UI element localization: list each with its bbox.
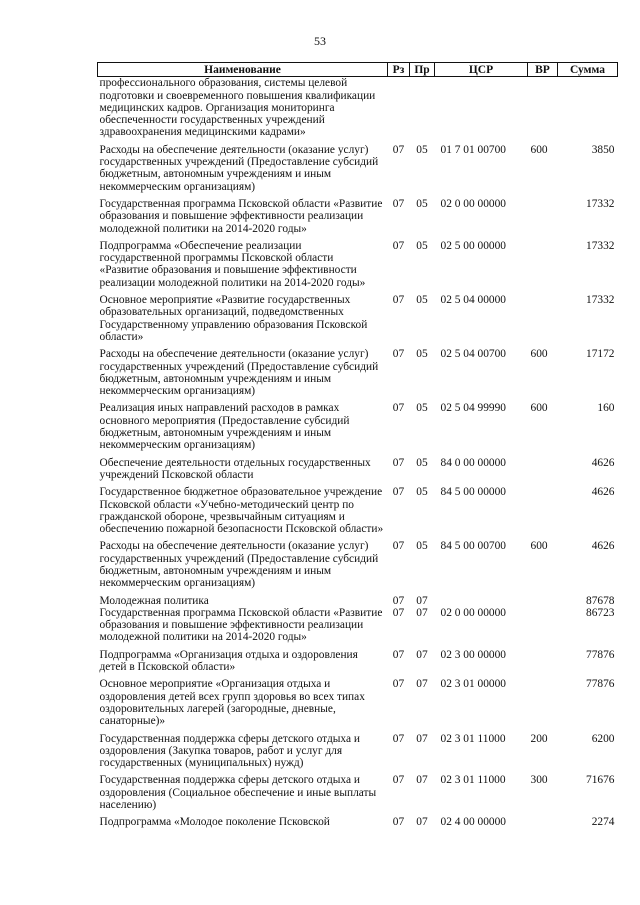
cell-name: профессионального образования, системы целевой подготовки и своевременного повышения квалификации медицинских кадров. Организация мониторинга обеспеченности государственных учреждений здравоохранения медицинскими кадрами»: [99, 77, 376, 139]
cell-name: Основное мероприятие «Организация отдыха и оздоровления детей всех групп здоровья во всех типах оздоровительных лагерей (загородные, дневные, санаторные)»: [99, 678, 365, 728]
cell-sum: [558, 77, 618, 144]
cell-csr: 02 5 04 00700: [440, 348, 506, 361]
cell-sum: 6200: [591, 732, 615, 745]
cell-pr: 07: [416, 774, 428, 787]
cell-sum: 4626: [591, 486, 615, 499]
cell-sum: 17332: [586, 294, 615, 307]
cell-name: Обеспечение деятельности отдельных государственных учреждений Псковской области: [99, 456, 371, 481]
cell-csr: 02 5 04 99990: [440, 402, 506, 415]
cell-vr: [528, 198, 558, 240]
cell-rz: 07: [392, 678, 405, 691]
cell-sum: 17332: [586, 239, 615, 252]
cell-pr: 07: [416, 594, 428, 607]
cell-rz: 07: [392, 348, 405, 361]
cell-pr: 05: [416, 540, 428, 553]
table-row: [98, 607, 618, 649]
table-row: [98, 294, 618, 348]
table-body: [98, 77, 618, 834]
cell-name: Подпрограмма «Организация отдыха и оздоровления детей в Псковской области»: [99, 648, 358, 674]
cell-pr: 05: [416, 143, 428, 156]
cell-csr: 84 0 00 00000: [440, 456, 506, 469]
table-row: [98, 77, 618, 144]
table-row: [98, 348, 618, 402]
cell-name: Государственное бюджетное образовательное учреждение Псковской области «Учебно-методический центр по гражданской обороне, чрезвычайным ситуациям и обеспечению пожарной безопасности Псковской области»: [99, 486, 384, 536]
cell-name: Государственная поддержка сферы детского отдыха и оздоровления (Закупка товаров, работ и услуг для государственных (муниципальных) нужд): [99, 732, 360, 770]
cell-csr: 02 3 01 11000: [440, 774, 506, 787]
cell-name: Молодежная политика: [99, 594, 209, 607]
cell-vr: [528, 294, 558, 348]
cell-vr: [528, 678, 558, 732]
cell-pr: 07: [416, 732, 428, 745]
cell-name: Расходы на обеспечение деятельности (оказание услуг) государственных учреждений (Предоставление субсидий бюджетным, автономным учреждениям и иным некоммерческим организациям): [99, 348, 379, 398]
cell-vr: [528, 816, 558, 833]
cell-rz: 07: [392, 606, 405, 619]
cell-csr: 02 3 01 00000: [440, 678, 506, 691]
cell-csr: 02 3 01 11000: [440, 732, 506, 745]
cell-vr: 200: [530, 732, 548, 745]
cell-rz: 07: [392, 732, 405, 745]
cell-vr: [528, 457, 558, 487]
cell-rz: 07: [392, 648, 405, 661]
cell-csr: [435, 77, 528, 144]
cell-rz: 07: [392, 402, 405, 415]
cell-name: Государственная программа Псковской области «Развитие образования и повышение эффективности реализации молодежной политики на 2014-2020 годы»: [99, 197, 383, 235]
cell-rz: 07: [392, 239, 405, 252]
column-header-rz: Рз: [388, 63, 410, 77]
cell-pr: 05: [416, 348, 428, 361]
cell-sum: 77876: [586, 648, 615, 661]
cell-pr: 05: [416, 402, 428, 415]
table-row: [98, 678, 618, 732]
table-row: [98, 144, 618, 198]
cell-csr: 02 3 00 00000: [440, 648, 506, 661]
cell-sum: 86723: [586, 606, 615, 619]
cell-vr: [528, 607, 558, 649]
cell-vr: 600: [530, 540, 548, 553]
cell-vr: 600: [530, 348, 548, 361]
cell-sum: 17172: [586, 348, 615, 361]
cell-rz: 07: [392, 774, 405, 787]
table-row: [98, 816, 618, 833]
cell-pr: 07: [416, 606, 428, 619]
table-row: [98, 774, 618, 816]
table-row: [98, 733, 618, 775]
cell-sum: 4626: [591, 540, 615, 553]
page-number: 53: [314, 34, 326, 48]
column-header-csr: ЦСР: [435, 63, 528, 77]
cell-sum: 17332: [586, 197, 615, 210]
cell-vr: [528, 595, 558, 607]
table-row: [98, 402, 618, 456]
cell-sum: 4626: [591, 456, 615, 469]
cell-sum: 71676: [586, 774, 615, 787]
cell-csr: 02 5 00 00000: [440, 239, 506, 252]
cell-pr: 05: [416, 294, 428, 307]
cell-csr: 02 4 00 00000: [440, 816, 506, 829]
cell-sum: 87678: [586, 594, 615, 607]
table-row: [98, 240, 618, 294]
cell-csr: 02 0 00 00000: [440, 197, 506, 210]
cell-name: Расходы на обеспечение деятельности (оказание услуг) государственных учреждений (Предоставление субсидий бюджетным, автономным учреждениям и иным некоммерческим организациям): [99, 540, 379, 590]
cell-rz: 07: [392, 816, 405, 829]
table-row: [98, 486, 618, 540]
cell-name: Государственная поддержка сферы детского отдыха и оздоровления (Социальное обеспечение и иные выплаты населению): [99, 774, 377, 812]
cell-pr: 05: [416, 456, 428, 469]
cell-rz: 07: [392, 143, 405, 156]
cell-rz: 07: [392, 486, 405, 499]
cell-name: Государственная программа Псковской области «Развитие образования и повышение эффективности реализации молодежной политики на 2014-2020 годы»: [99, 606, 383, 644]
cell-csr: 02 0 00 00000: [440, 606, 506, 619]
cell-pr: 05: [416, 197, 428, 210]
table-row: [98, 540, 618, 594]
cell-vr: 300: [530, 774, 548, 787]
table-row: [98, 595, 618, 607]
cell-csr: 01 7 01 00700: [440, 143, 506, 156]
cell-vr: 600: [530, 402, 548, 415]
cell-vr: [528, 240, 558, 294]
column-header-name: Наименование: [98, 63, 388, 77]
table-row: [98, 649, 618, 679]
cell-name: Подпрограмма «Обеспечение реализации государственной программы Псковской области «Развитие образования и повышение эффективности реализации молодежной политики на 2014-2020 годы»: [99, 239, 366, 289]
cell-name: Подпрограмма «Молодое поколение Псковской: [99, 816, 330, 829]
cell-vr: [528, 77, 558, 144]
cell-pr: 05: [416, 239, 428, 252]
cell-name: Реализация иных направлений расходов в рамках основного мероприятия (Предоставление субсидий бюджетным, автономным учреждениям и иным некоммерческим организациям): [99, 402, 350, 452]
cell-sum: 160: [597, 402, 615, 415]
cell-name: Основное мероприятие «Развитие государственных образовательных организаций, подведомственных Государственному управлению образования Псковской области»: [99, 294, 368, 343]
cell-pr: 07: [416, 678, 428, 691]
cell-pr: 07: [416, 816, 428, 829]
cell-csr: 84 5 00 00000: [440, 486, 506, 499]
cell-pr: 07: [416, 648, 428, 661]
cell-rz: 07: [392, 294, 405, 307]
cell-csr: 02 5 04 00000: [440, 294, 506, 307]
cell-sum: 2274: [591, 816, 615, 829]
column-header-vr: ВР: [528, 63, 558, 77]
cell-rz: [388, 77, 410, 144]
cell-csr: [435, 595, 528, 607]
cell-rz: 07: [392, 197, 405, 210]
column-header-pr: Пр: [410, 63, 435, 77]
budget-table: [97, 62, 618, 834]
cell-vr: [528, 486, 558, 540]
cell-name: Расходы на обеспечение деятельности (оказание услуг) государственных учреждений (Предоставление субсидий бюджетным, автономным учреждениям и иным некоммерческим организациям): [99, 143, 379, 193]
table-header-row: [98, 63, 618, 77]
cell-rz: 07: [392, 456, 405, 469]
cell-sum: 77876: [586, 678, 615, 691]
cell-csr: 84 5 00 00700: [440, 540, 506, 553]
cell-vr: 600: [530, 143, 548, 156]
cell-pr: [410, 77, 435, 144]
cell-pr: 05: [416, 486, 428, 499]
table-row: [98, 198, 618, 240]
table-row: [98, 457, 618, 487]
column-header-sum: Сумма: [558, 63, 618, 77]
cell-rz: 07: [392, 540, 405, 553]
cell-vr: [528, 649, 558, 679]
cell-sum: 3850: [591, 143, 615, 156]
cell-rz: 07: [392, 594, 405, 607]
